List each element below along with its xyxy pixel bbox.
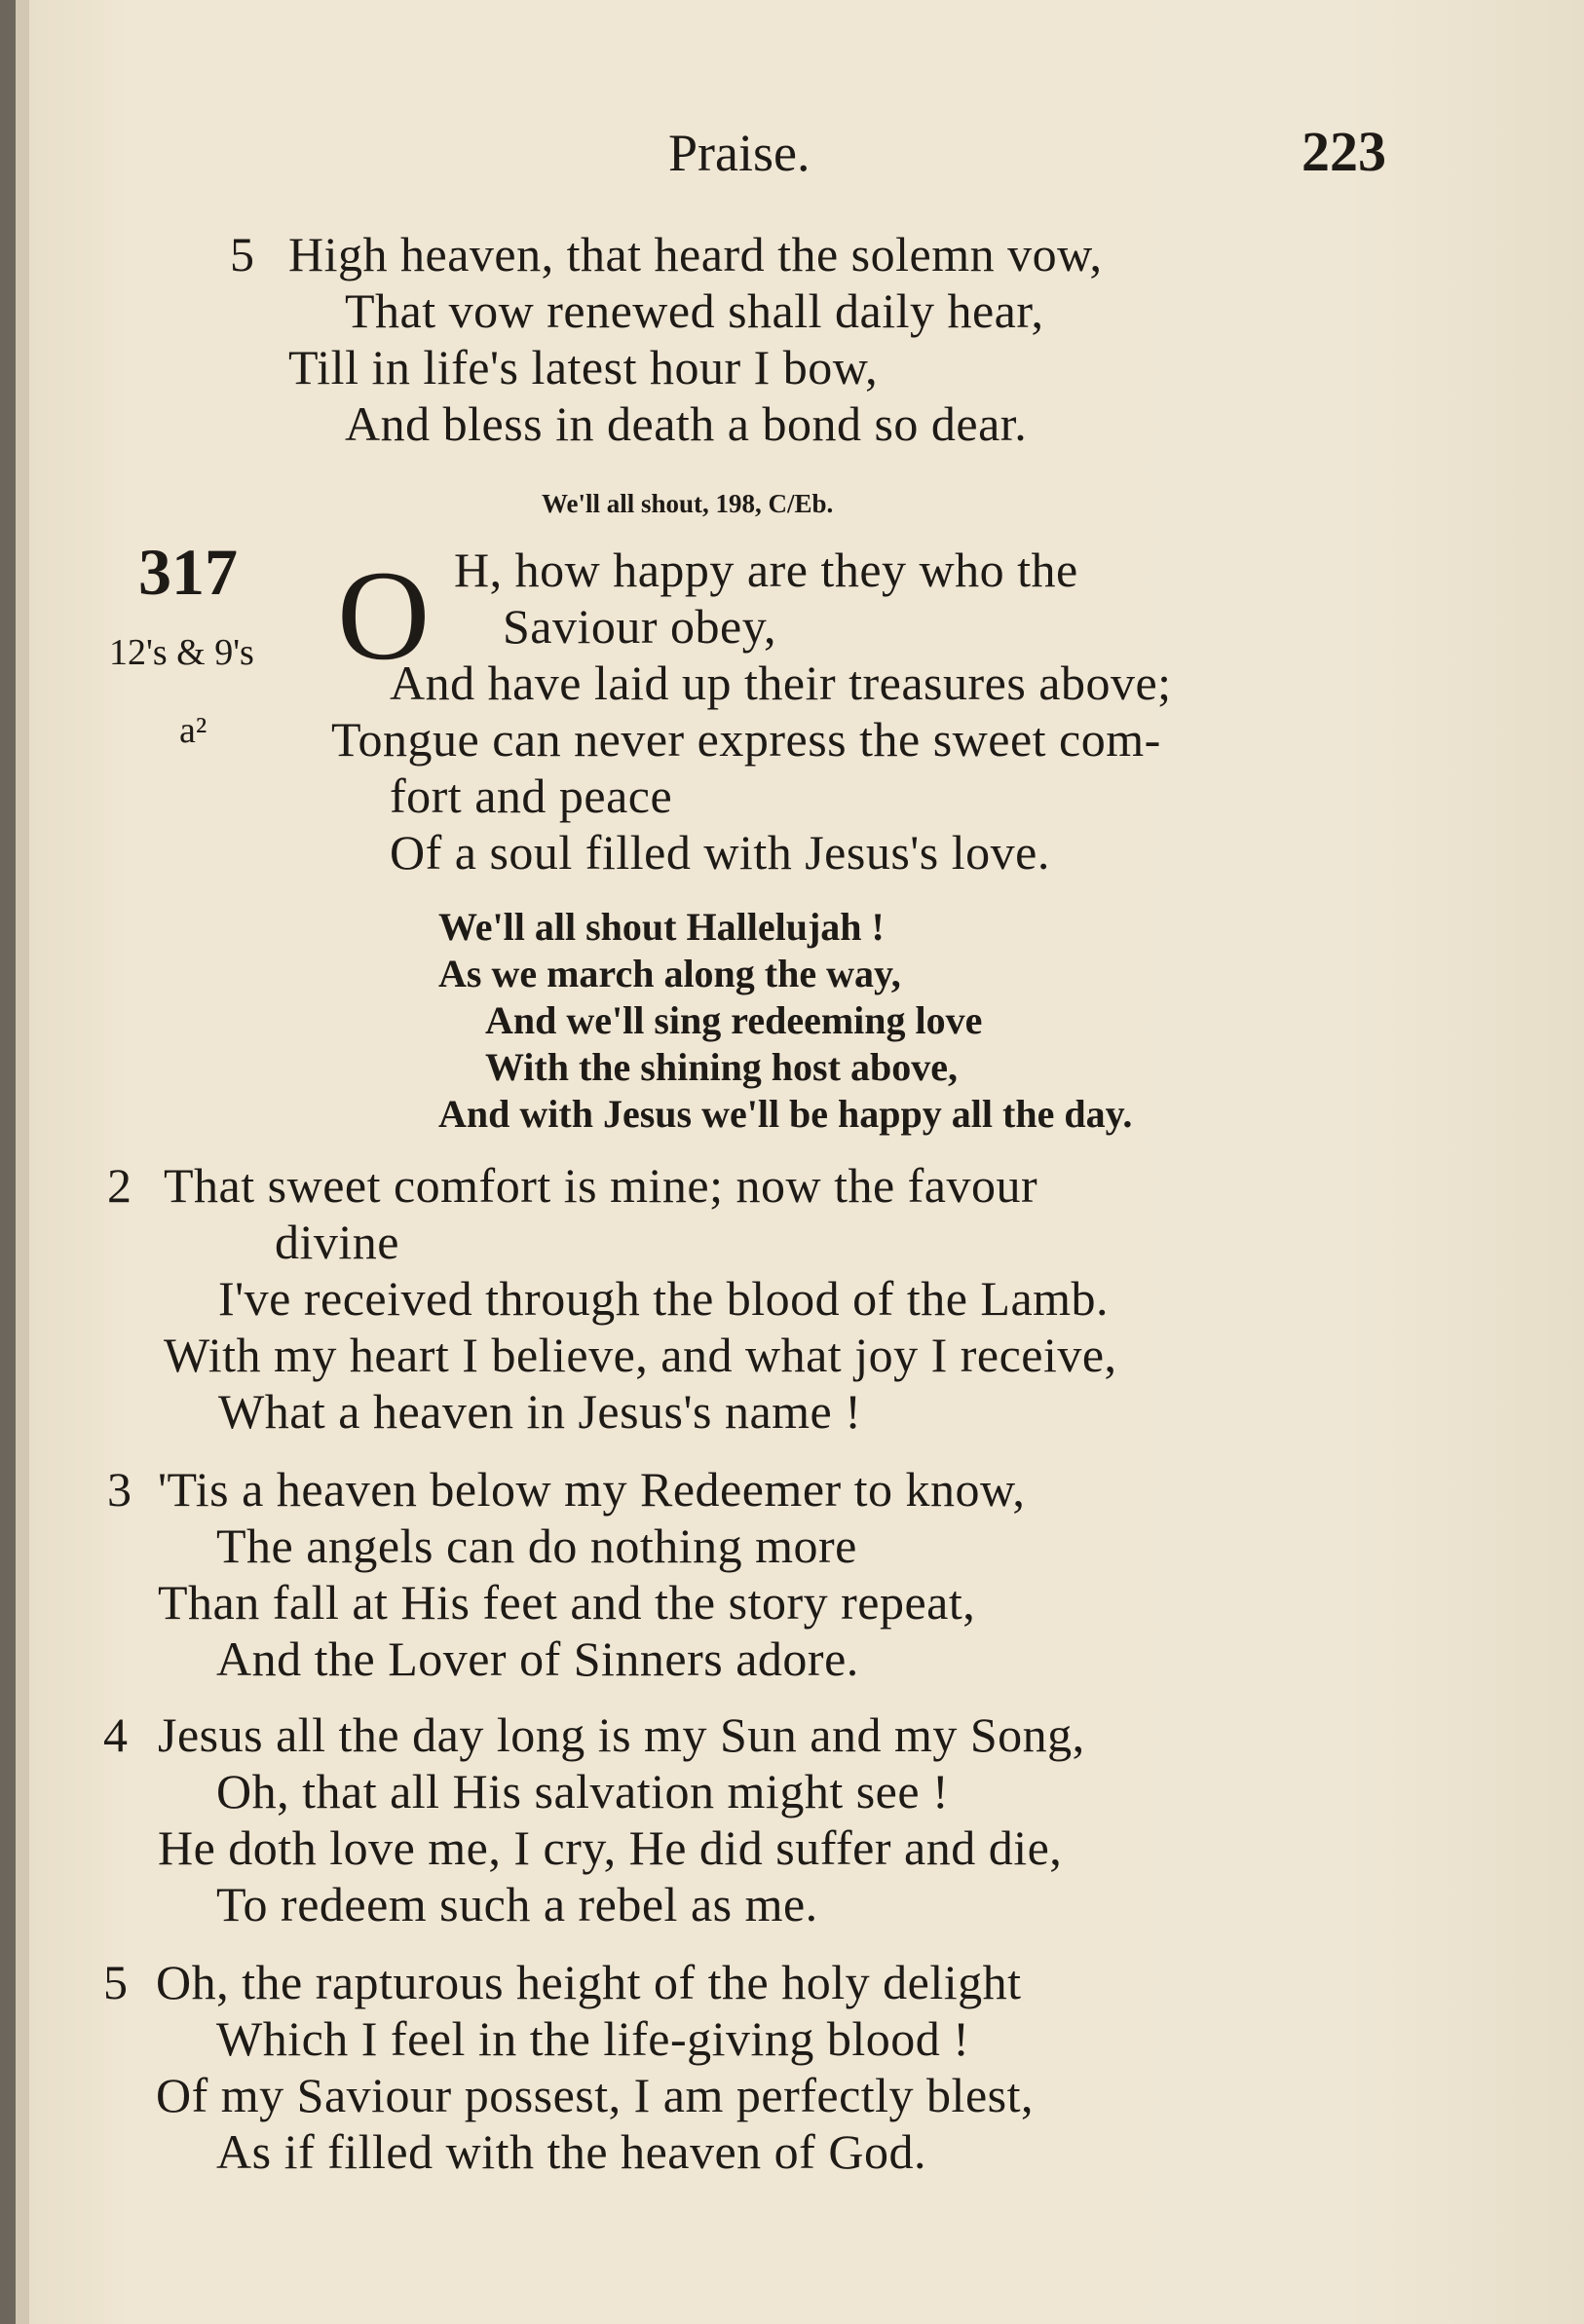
verse-line: With my heart I believe, and what joy I receive, <box>164 1328 1117 1382</box>
verse1-line: Saviour obey, <box>503 599 776 654</box>
verse-line: divine <box>275 1215 399 1269</box>
tune-reference: We'll all shout, 198, C/Eb. <box>542 489 834 518</box>
drop-cap: O <box>337 544 431 687</box>
verse-line: To redeem such a rebel as me. <box>216 1877 818 1931</box>
hymn-key: a² <box>179 710 207 751</box>
verse-line: What a heaven in Jesus's name ! <box>218 1384 862 1439</box>
verse-line: 'Tis a heaven below my Redeemer to know, <box>158 1462 1026 1517</box>
running-header-title: Praise. <box>668 124 811 182</box>
chorus-line: As we march along the way, <box>438 952 901 995</box>
verse-number: 2 <box>107 1158 132 1213</box>
prev-verse-line: And bless in death a bond so dear. <box>345 396 1028 451</box>
prev-verse-number: 5 <box>230 227 255 281</box>
chorus-line: And with Jesus we'll be happy all the day. <box>438 1092 1133 1136</box>
verse1-line: Tongue can never express the sweet com- <box>331 712 1161 767</box>
book-spine-shadow <box>16 0 29 2324</box>
verse-line: And the Lover of Sinners adore. <box>216 1631 859 1686</box>
verse-line: Of my Saviour possest, I am perfectly blest, <box>156 2068 1034 2122</box>
chorus-line: We'll all shout Hallelujah ! <box>438 905 885 949</box>
verse-line: That sweet comfort is mine; now the favour <box>164 1158 1038 1213</box>
verse-line: As if filled with the heaven of God. <box>216 2124 926 2179</box>
verse1-line: Of a soul filled with Jesus's love. <box>390 825 1050 880</box>
verse-line: Jesus all the day long is my Sun and my Song, <box>158 1707 1085 1762</box>
verse-line: Oh, the rapturous height of the holy delight <box>156 1955 1022 2009</box>
verse1-line: And have laid up their treasures above; <box>390 656 1172 710</box>
page-number: 223 <box>1301 120 1386 183</box>
verse-number: 3 <box>107 1462 132 1517</box>
prev-verse-line: Till in life's latest hour I bow, <box>288 340 879 394</box>
verse-number: 5 <box>103 1955 129 2009</box>
prev-verse-line: That vow renewed shall daily hear, <box>345 283 1044 338</box>
verse-number: 4 <box>103 1707 129 1762</box>
verse1-line: fort and peace <box>390 768 673 823</box>
hymn-meter: 12's & 9's <box>109 632 254 673</box>
hymn-number: 317 <box>138 535 238 609</box>
prev-verse-line: High heaven, that heard the solemn vow, <box>288 227 1103 281</box>
verse-line: Which I feel in the life-giving blood ! <box>216 2011 970 2066</box>
verse-line: Than fall at His feet and the story repeat, <box>158 1575 976 1630</box>
chorus-line: And we'll sing redeeming love <box>485 998 983 1042</box>
verse-line: He doth love me, I cry, He did suffer and die, <box>158 1820 1063 1875</box>
verse-line: The angels can do nothing more <box>216 1518 857 1573</box>
verse-line: I've received through the blood of the Lamb. <box>218 1271 1110 1326</box>
verse1-line: H, how happy are they who the <box>454 543 1078 597</box>
chorus-line: With the shining host above, <box>485 1045 958 1089</box>
book-spine-edge <box>0 0 16 2324</box>
verse-line: Oh, that all His salvation might see ! <box>216 1764 950 1818</box>
